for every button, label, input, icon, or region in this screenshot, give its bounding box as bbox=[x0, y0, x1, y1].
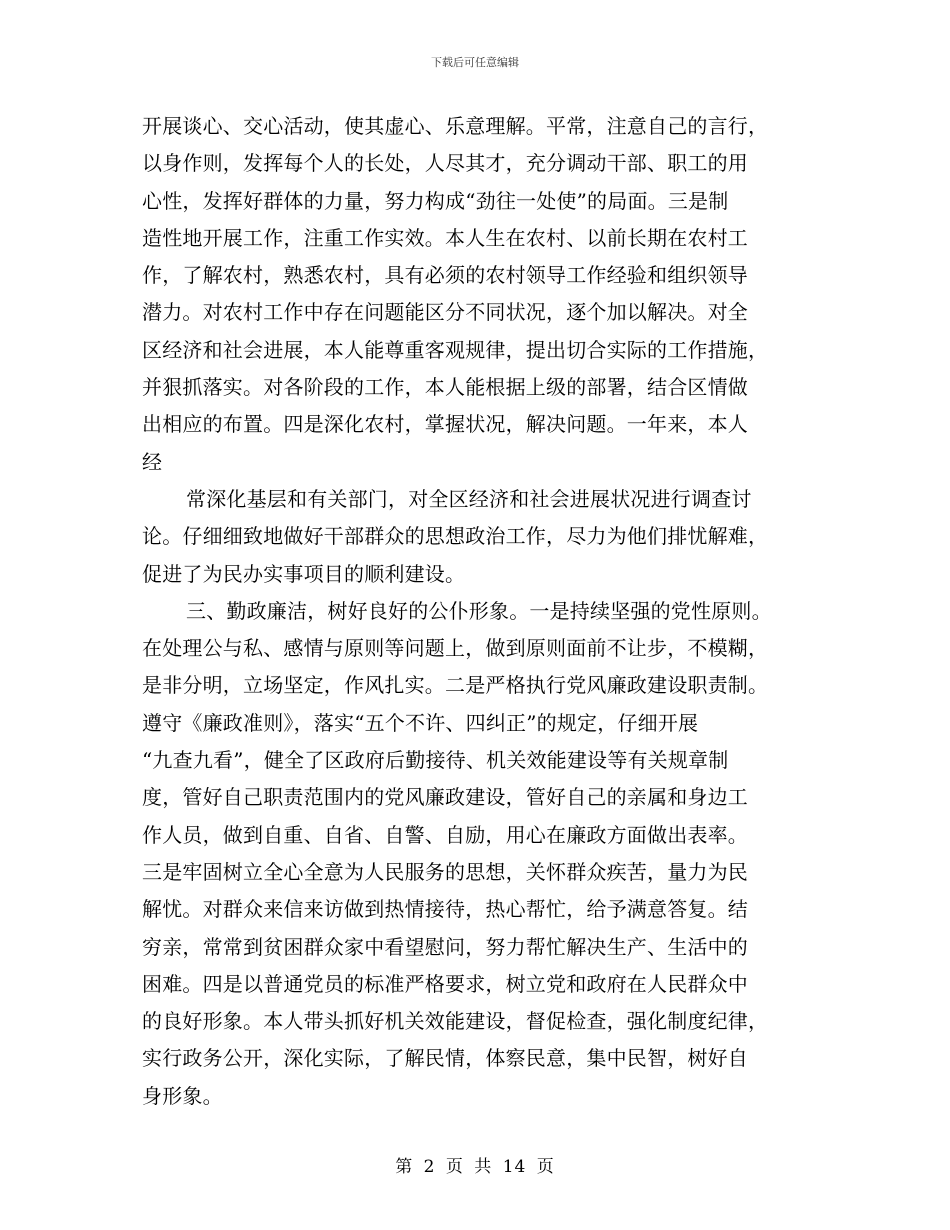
text-line: 是非分明，立场坚定，作风扎实。二是严格执行党风廉政建设职责制。 bbox=[142, 673, 769, 698]
text-line: 在处理公与私、感情与原则等问题上，做到原则面前不让步，不模糊， bbox=[142, 636, 769, 661]
page-footer: 第 2 页 共 14 页 bbox=[395, 1157, 555, 1177]
text-line: 穷亲，常常到贫困群众家中看望慰问，努力帮忙解决生产、生活中的 bbox=[142, 934, 748, 959]
text-line: 经 bbox=[142, 449, 163, 474]
text-line: 出相应的布置。四是深化农村，掌握状况，解决问题。一年来，本人 bbox=[142, 412, 748, 437]
text-line: 的良好形象。本人带头抓好机关效能建设，督促检查，强化制度纪律， bbox=[142, 1009, 769, 1034]
document-body bbox=[142, 108, 808, 1115]
text-line: 作，了解农村，熟悉农村，具有必须的农村领导工作经验和组织领导 bbox=[142, 263, 748, 288]
text-line: 三是牢固树立全心全意为人民服务的思想，关怀群众疾苦，量力为民 bbox=[142, 859, 748, 884]
text-line: 三、勤政廉洁，树好良好的公仆形象。一是持续坚强的党性原则。 bbox=[186, 598, 772, 623]
text-line: 作人员，做到自重、自省、自警、自励，用心在廉政方面做出表率。 bbox=[142, 822, 748, 847]
text-line: 心性，发挥好群体的力量，努力构成“劲往一处使”的局面。三是制 bbox=[142, 188, 729, 213]
text-line: 论。仔细细致地做好干部群众的思想政治工作，尽力为他们排忧解难， bbox=[142, 524, 769, 549]
text-line: 造性地开展工作，注重工作实效。本人生在农村、以前长期在农村工 bbox=[142, 225, 748, 250]
text-line: 实行政务公开，深化实际，了解民情，体察民意，集中民智，树好自 bbox=[142, 1046, 748, 1071]
text-line: 促进了为民办实事项目的顺利建设。 bbox=[142, 561, 466, 586]
text-line: 困难。四是以普通党员的标准严格要求，树立党和政府在人民群众中 bbox=[142, 971, 748, 996]
text-line: 常深化基层和有关部门，对全区经济和社会进展状况进行调查讨 bbox=[186, 486, 752, 511]
text-line: “九查九看”，健全了区政府后勤接待、机关效能建设等有关规章制 bbox=[142, 748, 729, 773]
text-line: 解忧。对群众来信来访做到热情接待，热心帮忙，给予满意答复。结 bbox=[142, 897, 748, 922]
text-line: 区经济和社会进展，本人能尊重客观规律，提出切合实际的工作措施， bbox=[142, 337, 769, 362]
text-line: 度，管好自己职责范围内的党风廉政建设，管好自己的亲属和身边工 bbox=[142, 785, 748, 810]
page-header: 下载后可任意编辑 bbox=[431, 56, 519, 69]
text-line: 潜力。对农村工作中存在问题能区分不同状况，逐个加以解决。对全 bbox=[142, 300, 748, 325]
text-line: 以身作则，发挥每个人的长处，人尽其才，充分调动干部、职工的用 bbox=[142, 151, 748, 176]
text-line: 开展谈心、交心活动，使其虚心、乐意理解。平常，注意自己的言行， bbox=[142, 114, 769, 138]
text-line: 遵守《廉政准则》，落实“五个不许、四纠正”的规定，仔细开展 bbox=[142, 710, 699, 735]
text-line: 并狠抓落实。对各阶段的工作，本人能根据上级的部署，结合区情做 bbox=[142, 375, 748, 400]
text-line: 身形象。 bbox=[142, 1083, 223, 1108]
